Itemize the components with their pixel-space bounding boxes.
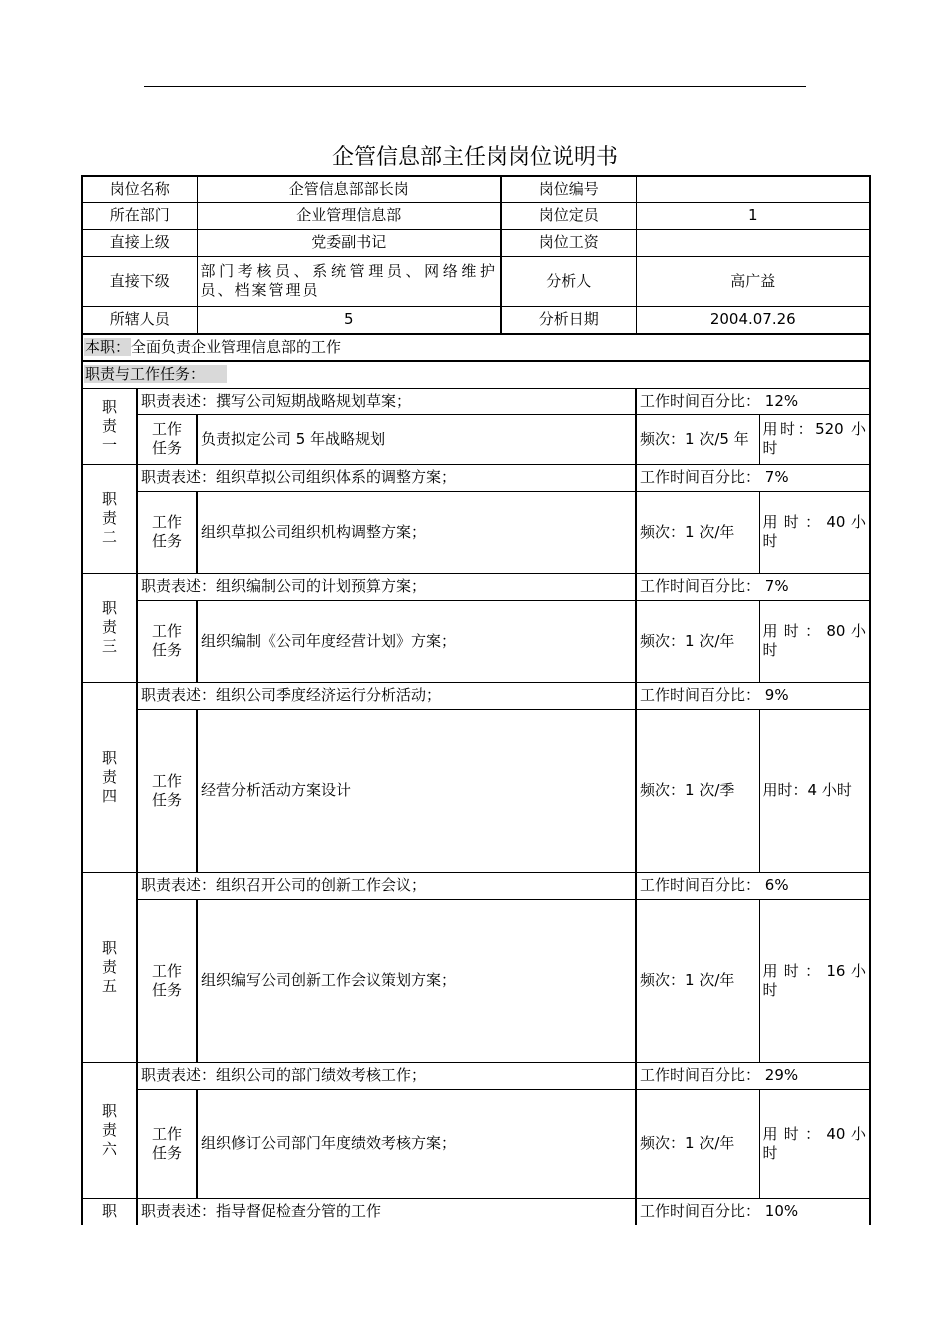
label-department: 所在部门 [82, 202, 197, 229]
label-subordinates: 直接下级 [82, 256, 197, 306]
label-salary: 岗位工资 [501, 229, 636, 256]
duty-2-task-label: 工作 任务 [137, 491, 197, 573]
superior: 党委副书记 [197, 229, 501, 256]
duty-2-percent: 工作时间百分比： 7% [636, 464, 870, 491]
job-description-table [81, 175, 871, 1225]
staff: 5 [197, 306, 501, 334]
duty-4-statement: 职责表述：组织公司季度经济运行分析活动； [137, 682, 636, 709]
duties-header-row [82, 361, 870, 388]
salary [636, 229, 870, 256]
duty-1-time: 用时：520 小时 [759, 414, 870, 464]
duty-6-percent: 工作时间百分比： 29% [636, 1062, 870, 1089]
duty-6-task: 组织修订公司部门年度绩效考核方案； [197, 1089, 636, 1198]
duty-3-task-label: 工作 任务 [137, 600, 197, 682]
duty-7-percent: 工作时间百分比： 10% [636, 1198, 870, 1225]
duty-2-name: 职 责 二 [82, 464, 137, 573]
position-code [636, 176, 870, 202]
duty-5-frequency: 频次：1 次/年 [636, 899, 759, 1062]
headcount: 1 [636, 202, 870, 229]
duty-6-frequency: 频次：1 次/年 [636, 1089, 759, 1198]
duty-4-task: 经营分析活动方案设计 [197, 709, 636, 872]
position-name: 企管信息部部长岗 [197, 176, 501, 202]
duty-2-statement: 职责表述：组织草拟公司组织体系的调整方案； [137, 464, 636, 491]
summary-row [82, 334, 870, 361]
duty-1-task: 负责拟定公司 5 年战略规划 [197, 414, 636, 464]
label-analysis-date: 分析日期 [501, 306, 636, 334]
label-headcount: 岗位定员 [501, 202, 636, 229]
duty-4-percent: 工作时间百分比： 9% [636, 682, 870, 709]
duty-5-statement: 职责表述：组织召开公司的创新工作会议； [137, 872, 636, 899]
duty-3-task: 组织编制《公司年度经营计划》方案； [197, 600, 636, 682]
header-rule [144, 86, 806, 87]
label-position-code: 岗位编号 [501, 176, 636, 202]
duty-2-task: 组织草拟公司组织机构调整方案； [197, 491, 636, 573]
label-staff: 所辖人员 [82, 306, 197, 334]
duty-5-task-label: 工作 任务 [137, 899, 197, 1062]
duty-2-frequency: 频次：1 次/年 [636, 491, 759, 573]
duty-1-task-label: 工作 任务 [137, 414, 197, 464]
duty-3-name: 职 责 三 [82, 573, 137, 682]
duty-6-statement: 职责表述：组织公司的部门绩效考核工作； [137, 1062, 636, 1089]
department: 企业管理信息部 [197, 202, 501, 229]
duty-3-time: 用 时 ： 80 小时 [759, 600, 870, 682]
duty-1-name: 职 责 一 [82, 388, 137, 464]
document-title: 企管信息部主任岗岗位说明书 [331, 145, 618, 170]
duty-3-statement: 职责表述：组织编制公司的计划预算方案； [137, 573, 636, 600]
duty-2-time: 用 时 ： 40 小时 [759, 491, 870, 573]
label-position-name: 岗位名称 [82, 176, 197, 202]
duty-6-time: 用 时 ： 40 小时 [759, 1089, 870, 1198]
summary-label: 本职： [85, 338, 131, 356]
duty-1-frequency: 频次：1 次/5 年 [636, 414, 759, 464]
duty-6-task-label: 工作 任务 [137, 1089, 197, 1198]
duty-5-name: 职 责 五 [82, 872, 137, 1062]
duty-4-frequency: 频次：1 次/季 [636, 709, 759, 872]
duty-1-percent: 工作时间百分比： 12% [636, 388, 870, 414]
duty-5-task: 组织编写公司创新工作会议策划方案； [197, 899, 636, 1062]
duty-3-percent: 工作时间百分比： 7% [636, 573, 870, 600]
duty-1-statement: 职责表述：撰写公司短期战略规划草案； [137, 388, 636, 414]
duties-header: 职责与工作任务： [84, 365, 227, 383]
subordinates: 部门考核员、系统管理员、网络维护员、档案管理员 [197, 256, 501, 306]
duty-5-time: 用 时 ： 16 小时 [759, 899, 870, 1062]
duty-4-task-label: 工作 任务 [137, 709, 197, 872]
duty-5-percent: 工作时间百分比： 6% [636, 872, 870, 899]
analysis-date: 2004.07.26 [636, 306, 870, 334]
label-superior: 直接上级 [82, 229, 197, 256]
duty-3-frequency: 频次：1 次/年 [636, 600, 759, 682]
duty-6-name: 职 责 六 [82, 1062, 137, 1198]
duty-7-name: 职 [82, 1198, 137, 1225]
summary-text: 全面负责企业管理信息部的工作 [131, 338, 342, 356]
duty-4-name: 职 责 四 [82, 682, 137, 872]
duty-4-time: 用时：4 小时 [759, 709, 870, 872]
analyst: 高广益 [636, 256, 870, 306]
duty-7-statement: 职责表述：指导督促检查分管的工作 [137, 1198, 636, 1225]
label-analyst: 分析人 [501, 256, 636, 306]
